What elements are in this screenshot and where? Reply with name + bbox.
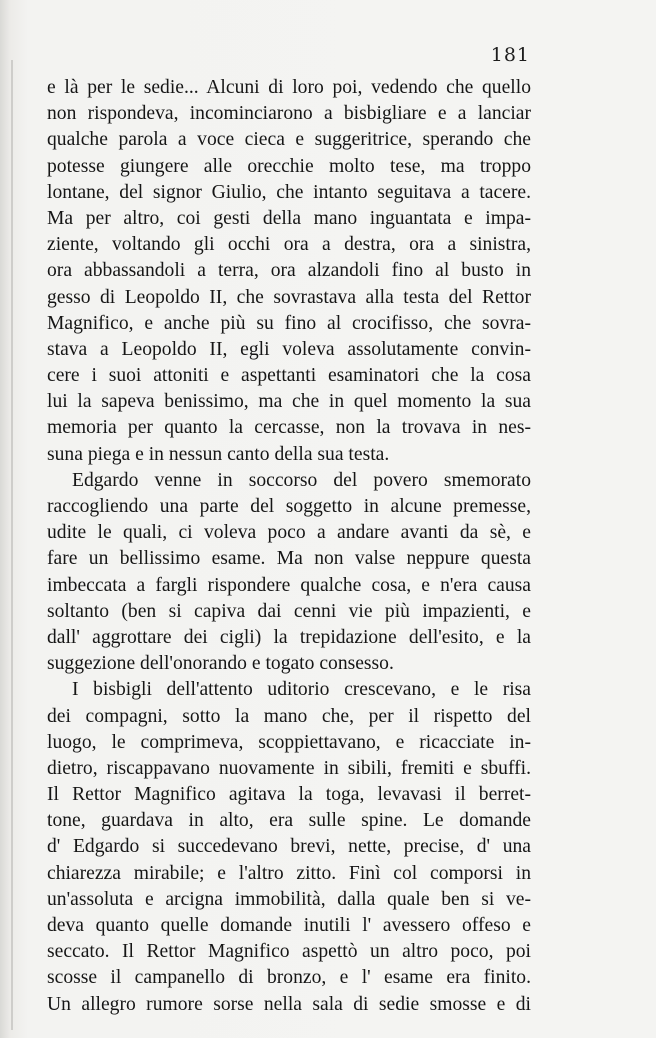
text-line: fare un bellissimo esame. Ma non valse neppure questa — [47, 548, 531, 570]
text-line: lui la sapeva benissimo, ma che in quel momento la sua — [47, 391, 531, 413]
text-line: chiarezza mirabile; e l'altro zitto. Finì col comporsi in — [47, 862, 531, 884]
text-line: deva quanto quelle domande inutili l' avessero offeso e — [47, 915, 531, 936]
text-line: ziente, voltando gli occhi ora a destra, ora a sinistra, — [47, 234, 531, 256]
text-line: luogo, le comprimeva, scoppiettavano, e ricacciate in- — [47, 731, 531, 753]
text-line: dall' aggrottare dei cigli) la trepidazione dell'esito, e la — [47, 626, 531, 648]
text-line: Edgardo venne in soccorso del povero smemorato — [72, 469, 531, 491]
body-text — [47, 75, 531, 1018]
text-line: lontane, del signor Giulio, che intanto seguitava a tacere. — [47, 181, 531, 203]
text-line: memoria per quanto la cercasse, non la trovava in nes- — [47, 417, 531, 439]
text-line: dei compagni, sotto la mano che, per il rispetto del — [47, 705, 531, 727]
text-line: un'assoluta e arcigna immobilità, dalla quale ben si ve- — [47, 888, 531, 910]
text-line: potesse giungere alle orecchie molto tese, ma troppo — [47, 155, 531, 177]
text-line: scosse il campanello di bronzo, e l' esame era finito. — [47, 967, 531, 989]
text-line: ora abbassandoli a terra, ora alzandoli fino al busto in — [47, 260, 531, 282]
text-line: soltanto (ben si capiva dai cenni vie più impazienti, e — [47, 600, 531, 622]
text-line: seccato. Il Rettor Magnifico aspettò un altro poco, poi — [47, 941, 531, 963]
binding-gutter — [11, 60, 13, 1030]
text-line: Il Rettor Magnifico agitava la toga, levavasi il berret- — [47, 784, 531, 806]
text-line: imbeccata a fargli rispondere qualche cosa, e n'era causa — [47, 574, 531, 596]
text-line: suna piega e in nessun canto della sua testa. — [47, 443, 390, 465]
text-line: qualche parola a voce cieca e suggeritrice, sperando che — [47, 129, 531, 151]
text-line: udite le quali, ci voleva poco a andare avanti da sè, e — [47, 522, 531, 544]
text-line: gesso di Leopoldo II, che sovrastava alla testa del Rettor — [47, 286, 531, 308]
text-line: stava a Leopoldo II, egli voleva assolutamente convin- — [47, 338, 531, 360]
text-line: e là per le sedie... Alcuni di loro poi, vedendo che quello — [47, 77, 531, 98]
text-line: raccogliendo una parte del soggetto in alcune premesse, — [47, 496, 531, 517]
text-line: tone, guardava in alto, era sulle spine. Le domande — [47, 810, 531, 832]
text-line: non rispondeva, incominciarono a bisbigliare e a lanciar — [47, 103, 531, 125]
text-line: suggezione dell'onorando e togato consesso. — [47, 653, 394, 675]
text-line: cere i suoi attoniti e aspettanti esaminatori che la cosa — [47, 365, 531, 387]
text-line: dietro, riscappavano nuovamente in sibili, fremiti e sbuffi. — [47, 757, 531, 779]
text-line: Un allegro rumore sorse nella sala di sedie smosse e di — [47, 993, 531, 1015]
text-line: d' Edgardo si succedevano brevi, nette, precise, d' una — [47, 836, 531, 858]
text-line: Ma per altro, coi gesti della mano inguantata e impa- — [47, 207, 531, 229]
text-line: Magnifico, e anche più su fino al crocifisso, che sovra- — [47, 312, 531, 334]
page-number: 181 — [490, 44, 530, 66]
text-line: I bisbigli dell'attento uditorio crescevano, e le risa — [72, 679, 531, 701]
